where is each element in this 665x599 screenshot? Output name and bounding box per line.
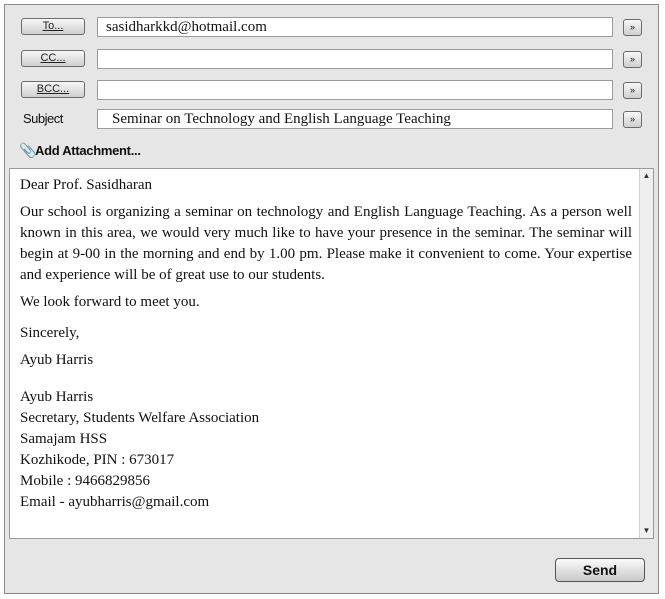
scroll-up-arrow-icon[interactable]: ▲ (642, 171, 651, 180)
signature-line: Email - ayubharris@gmail.com (20, 494, 210, 510)
to-button[interactable]: To... (21, 18, 85, 35)
to-row (5, 14, 658, 40)
paragraph-1: Our school is organizing a seminar on technology and English Language Teaching. As a person well known in this area, we would very much like to have your presence in the seminar. The seminar will begin at 9-00 in the morning and end by 1.00 pm. Please make it convenient to come. Your expertise and experience will be of great use to our students. (20, 204, 632, 283)
subject-label: Subject (23, 111, 63, 126)
to-field[interactable]: sasidharkkd@hotmail.com (97, 17, 613, 37)
signature-line: Samajam HSS (20, 431, 108, 447)
message-body[interactable] (9, 168, 654, 539)
cc-field[interactable] (97, 49, 613, 69)
signature-line: Kozhikode, PIN : 673017 (20, 452, 175, 468)
vertical-scrollbar[interactable] (639, 169, 653, 538)
add-attachment-label: Add Attachment... (35, 143, 141, 158)
bcc-row (5, 77, 658, 103)
closing: Sincerely, (20, 325, 80, 341)
add-attachment-link[interactable] (19, 142, 141, 162)
subject-field[interactable]: Seminar on Technology and English Language Teaching (97, 109, 613, 129)
scroll-down-arrow-icon[interactable]: ▼ (642, 526, 651, 535)
bcc-button[interactable]: BCC... (21, 81, 85, 98)
to-arrow-button[interactable]: » (623, 19, 642, 36)
bcc-field[interactable] (97, 80, 613, 100)
cc-row (5, 46, 658, 72)
cc-button[interactable]: CC... (21, 50, 85, 67)
signer-name: Ayub Harris (20, 352, 94, 368)
subject-row (5, 106, 658, 132)
greeting: Dear Prof. Sasidharan (20, 177, 153, 193)
compose-window (4, 4, 659, 594)
paragraph-2: We look forward to meet you. (20, 294, 200, 310)
bcc-arrow-button[interactable]: » (623, 82, 642, 99)
message-text (20, 175, 632, 513)
signature-line: Ayub Harris (20, 389, 94, 405)
paperclip-icon: 📎 (19, 142, 37, 158)
subject-arrow-button[interactable]: » (623, 111, 642, 128)
cc-arrow-button[interactable]: » (623, 51, 642, 68)
signature-line: Mobile : 9466829856 (20, 473, 150, 489)
send-button[interactable]: Send (555, 558, 645, 582)
signature-line: Secretary, Students Welfare Association (20, 410, 260, 426)
